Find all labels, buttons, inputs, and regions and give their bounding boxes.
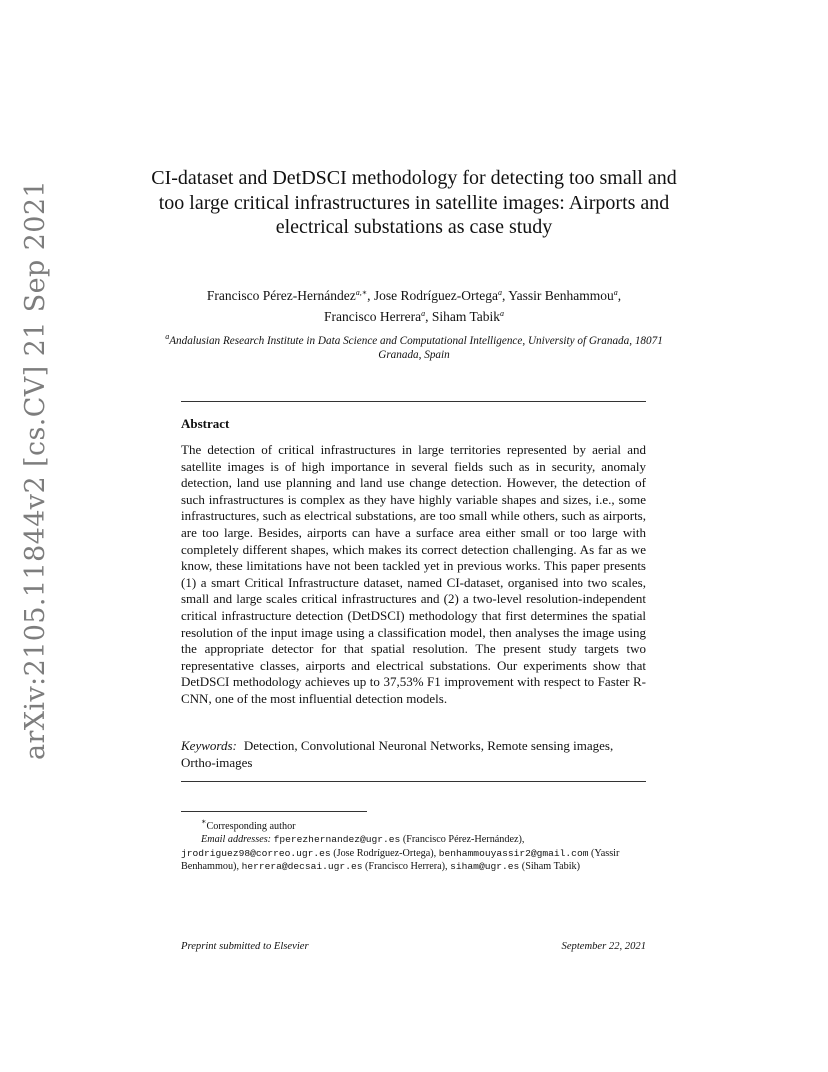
- keywords-text: Detection, Convolutional Neuronal Networks, Remote sensing images, Ortho-images: [181, 738, 614, 770]
- author-name: Siham Tabik: [431, 309, 500, 324]
- author-affiliation-mark: a,∗: [355, 288, 368, 297]
- author-name: Francisco Herrera: [323, 309, 422, 324]
- preprint-date: September 22, 2021: [561, 941, 646, 952]
- abstract-bottom-rule: [181, 781, 646, 782]
- keywords-label: Keywords:: [181, 738, 237, 753]
- footnote-rule: [181, 811, 367, 812]
- keywords: [181, 738, 646, 771]
- paper-title: CI-dataset and DetDSCI methodology for detecting too small and too large critical infrastructures in satellite images: Airports and electrical substations as case study: [151, 167, 677, 238]
- author-affiliation-mark: a: [500, 309, 504, 318]
- author-separator: ,: [501, 288, 509, 303]
- author-affiliation-mark: a: [421, 309, 426, 318]
- email-link[interactable]: herrera@decsai.ugr.es: [241, 861, 363, 873]
- email-label: Email addresses:: [201, 834, 272, 846]
- author-separator: ,: [367, 288, 374, 303]
- email-link[interactable]: jrodriguez98@correo.ugr.es: [181, 847, 331, 859]
- corresponding-author-label: Corresponding author: [206, 821, 296, 832]
- author-separator: ,: [617, 288, 622, 303]
- abstract-top-rule: [181, 401, 646, 402]
- author-affiliation-mark: a: [613, 288, 618, 297]
- author-list: [150, 284, 678, 326]
- arxiv-identifier-stamp: arXiv:2105.11844v2 [cs.CV] 21 Sep 2021: [20, 180, 51, 760]
- author-name: Jose Rodríguez-Ortega: [373, 288, 498, 303]
- abstract-heading: Abstract: [181, 416, 230, 431]
- author-name: Yassir Benhammou: [508, 288, 614, 303]
- email-addresses: [181, 833, 631, 873]
- email-owner: (Jose Rodríguez-Ortega),: [333, 847, 437, 859]
- email-owner: (Francisco Herrera),: [365, 861, 448, 873]
- email-owner: (Yassir Benhammou),: [181, 847, 620, 873]
- abstract-body: The detection of critical infrastructures in large territories represented by aerial and satellite images is of high importance in several fields such as in security, anomaly detection, land use planning and land use change detection. However, the detection of such infrastructures is complex as they have highly variable shapes and sizes, i.e., some infrastructures, such as electrical substations, are too small while others, such as airports, are too large. Besides, airports can have a surface area either small or too large with completely different shapes, which makes its correct detection challenging. As far as we know, these limitations have not been tackled yet in previous works. This paper presents (1) a smart Critical Infrastructure dataset, named CI-dataset, organised into two scales, small and large scales critical infrastructures and (2) a two-level resolution-independent critical infrastructure detection (DetDSCI) methodology that first determines the spatial resolution of the input image using a classification model, then analyses the image using the appropriate detector for that spatial resolution. The present study targets two representative classes, airports and electrical substations. Our experiments show that DetDSCI methodology achieves up to 37,53% F1 improvement with respect to Faster R-CNN, one of the most influential detection models.: [181, 442, 646, 706]
- author-name: Francisco Pérez-Hernández: [206, 288, 356, 303]
- author-separator: ,: [425, 309, 432, 324]
- email-link[interactable]: benhammouyassir2@gmail.com: [438, 847, 589, 859]
- author-affiliation-mark: a: [497, 288, 502, 297]
- email-owner: (Siham Tabik): [521, 861, 581, 873]
- preprint-note: Preprint submitted to Elsevier: [181, 941, 309, 952]
- affiliation: [150, 330, 678, 362]
- footnote: [181, 815, 631, 874]
- email-link[interactable]: siham@ugr.es: [450, 861, 520, 873]
- affiliation-text: Andalusian Research Institute in Data Science and Computational Intelligence, University of Granada, 18071 Granada, Spain: [169, 335, 663, 361]
- corresponding-author-note: [181, 815, 631, 833]
- email-link[interactable]: fperezhernandez@ugr.es: [273, 834, 401, 846]
- email-owner: (Francisco Pérez-Hernández),: [402, 834, 525, 846]
- affiliation-mark: a: [165, 332, 170, 341]
- footnote-marker: ∗: [201, 817, 207, 826]
